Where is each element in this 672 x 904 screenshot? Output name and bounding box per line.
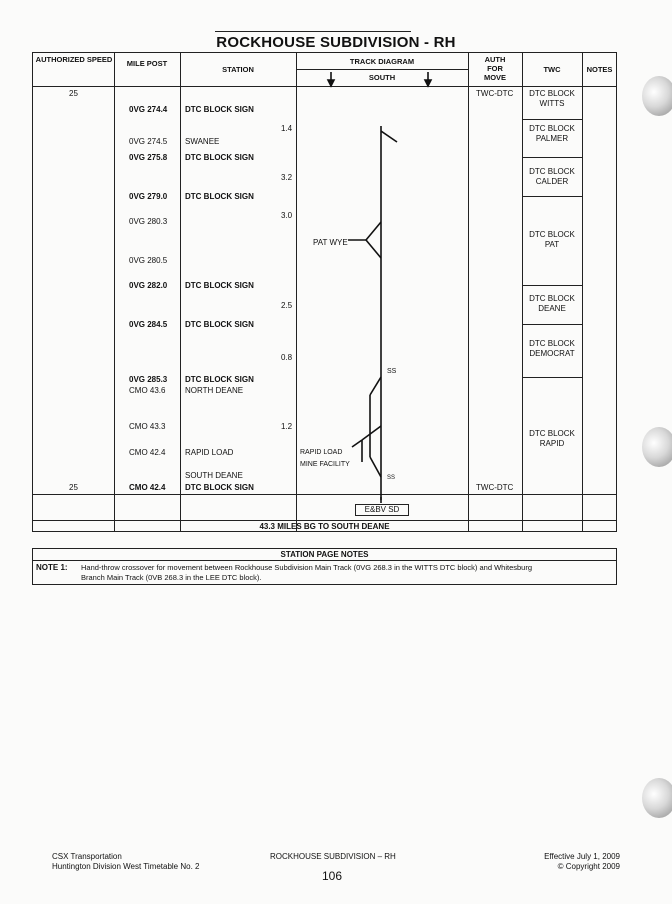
twc-block: DTC BLOCK CALDER	[529, 167, 575, 186]
milepost: CMO 43.3	[129, 422, 166, 431]
notes-rule	[33, 560, 616, 561]
distance: 2.5	[281, 301, 293, 310]
page-number: 106	[322, 869, 343, 883]
twc-block: DTC BLOCK DEANE	[529, 294, 575, 313]
binder-hole-icon	[642, 76, 672, 116]
milepost: 0VG 274.4	[129, 105, 168, 114]
station: DTC BLOCK SIGN	[185, 320, 254, 329]
footer-effective: Effective July 1, 2009	[544, 852, 620, 861]
rapid-load-track	[352, 440, 362, 447]
milepost: 0VG 274.5	[129, 137, 168, 146]
milepost: CMO 43.6	[129, 386, 166, 395]
header-station: STATION	[222, 65, 254, 74]
speed-top: 25	[69, 89, 78, 98]
distance: 0.8	[281, 353, 293, 362]
distance: 1.4	[281, 124, 293, 133]
twc-block: DTC BLOCK DEMOCRAT	[529, 339, 575, 358]
twc-block: DTC BLOCK PALMER	[529, 124, 575, 143]
siding-track	[370, 377, 381, 395]
rapid-load-track	[362, 426, 381, 440]
wye-track	[366, 240, 381, 258]
station: RAPID LOAD	[185, 448, 234, 457]
footer-timetable: Huntington Division West Timetable No. 2	[52, 862, 200, 871]
mine-facility-label: MINE FACILITY	[300, 461, 350, 468]
header-notes: NOTES	[586, 65, 613, 74]
milepost: 0VG 284.5	[129, 320, 168, 329]
connection-box: E&BV SD	[355, 504, 409, 516]
station: NORTH DEANE	[185, 386, 244, 395]
milepost: 0VG 280.5	[129, 256, 168, 265]
note1-text-line1: Hand-throw crossover for movement between Rockhouse Subdivision Main Track (0VG 268.3 in the WITTS DTC block) and Whitesburg	[81, 563, 533, 572]
footer-copyright: © Copyright 2009	[557, 862, 620, 871]
twc-block: DTC BLOCK PAT	[529, 230, 575, 249]
milepost: 0VG 275.8	[129, 153, 168, 162]
distance: 3.0	[281, 211, 293, 220]
note1-label: NOTE 1:	[36, 563, 68, 572]
page-title: ROCKHOUSE SUBDIVISION - RH	[216, 34, 456, 51]
arrow-down-icon	[328, 80, 334, 86]
binder-hole-icon	[642, 778, 672, 818]
station: DTC BLOCK SIGN	[185, 192, 254, 201]
arrow-down-icon	[425, 80, 431, 86]
distance: 1.2	[281, 422, 293, 431]
twc-block: DTC BLOCK RAPID	[529, 429, 575, 448]
binder-hole-icon	[642, 427, 672, 467]
station: SWANEE	[185, 137, 220, 146]
milepost: CMO 42.4	[129, 483, 166, 492]
milepost: 0VG 282.0	[129, 281, 168, 290]
header-track-diagram: TRACK DIAGRAM	[349, 57, 415, 66]
station-notes-box	[32, 548, 617, 585]
pat-wye-label: PAT WYE	[313, 238, 348, 247]
milepost: CMO 42.4	[129, 448, 166, 457]
distance: 3.2	[281, 173, 293, 182]
rapid-load-label: RAPID LOAD	[300, 449, 343, 456]
header-speed: AUTHORIZED SPEED	[35, 55, 113, 64]
station: DTC BLOCK SIGN	[185, 483, 254, 492]
note1-text-line2: Branch Main Track (0VB 268.3 in the LEE DTC block).	[81, 573, 262, 582]
auth-bottom: TWC-DTC	[476, 483, 514, 492]
ss-label: SS	[387, 368, 397, 375]
station: DTC BLOCK SIGN	[185, 281, 254, 290]
auth-top: TWC-DTC	[476, 89, 514, 98]
station: SOUTH DEANE	[185, 471, 243, 480]
siding-track	[370, 457, 381, 477]
milepost: 0VG 280.3	[129, 217, 168, 226]
header-direction: SOUTH	[368, 73, 396, 82]
footer-center: ROCKHOUSE SUBDIVISION – RH	[270, 852, 396, 861]
station: DTC BLOCK SIGN	[185, 153, 254, 162]
total-miles: 43.3 MILES BG TO SOUTH DEANE	[259, 522, 390, 531]
footer-company: CSX Transportation	[52, 852, 122, 861]
wye-track	[366, 222, 381, 240]
header-milepost: MILE POST	[126, 59, 168, 68]
ss-label: SS	[387, 475, 396, 481]
speed-bottom: 25	[69, 483, 78, 492]
notes-title: STATION PAGE NOTES	[280, 550, 369, 559]
station: DTC BLOCK SIGN	[185, 105, 254, 114]
milepost: 0VG 285.3	[129, 375, 168, 384]
header-auth: AUTH FOR MOVE	[483, 55, 507, 82]
header-twc: TWC	[543, 65, 561, 74]
twc-block: DTC BLOCK WITTS	[529, 89, 575, 108]
spur-track	[381, 131, 397, 142]
station: DTC BLOCK SIGN	[185, 375, 254, 384]
milepost: 0VG 279.0	[129, 192, 168, 201]
